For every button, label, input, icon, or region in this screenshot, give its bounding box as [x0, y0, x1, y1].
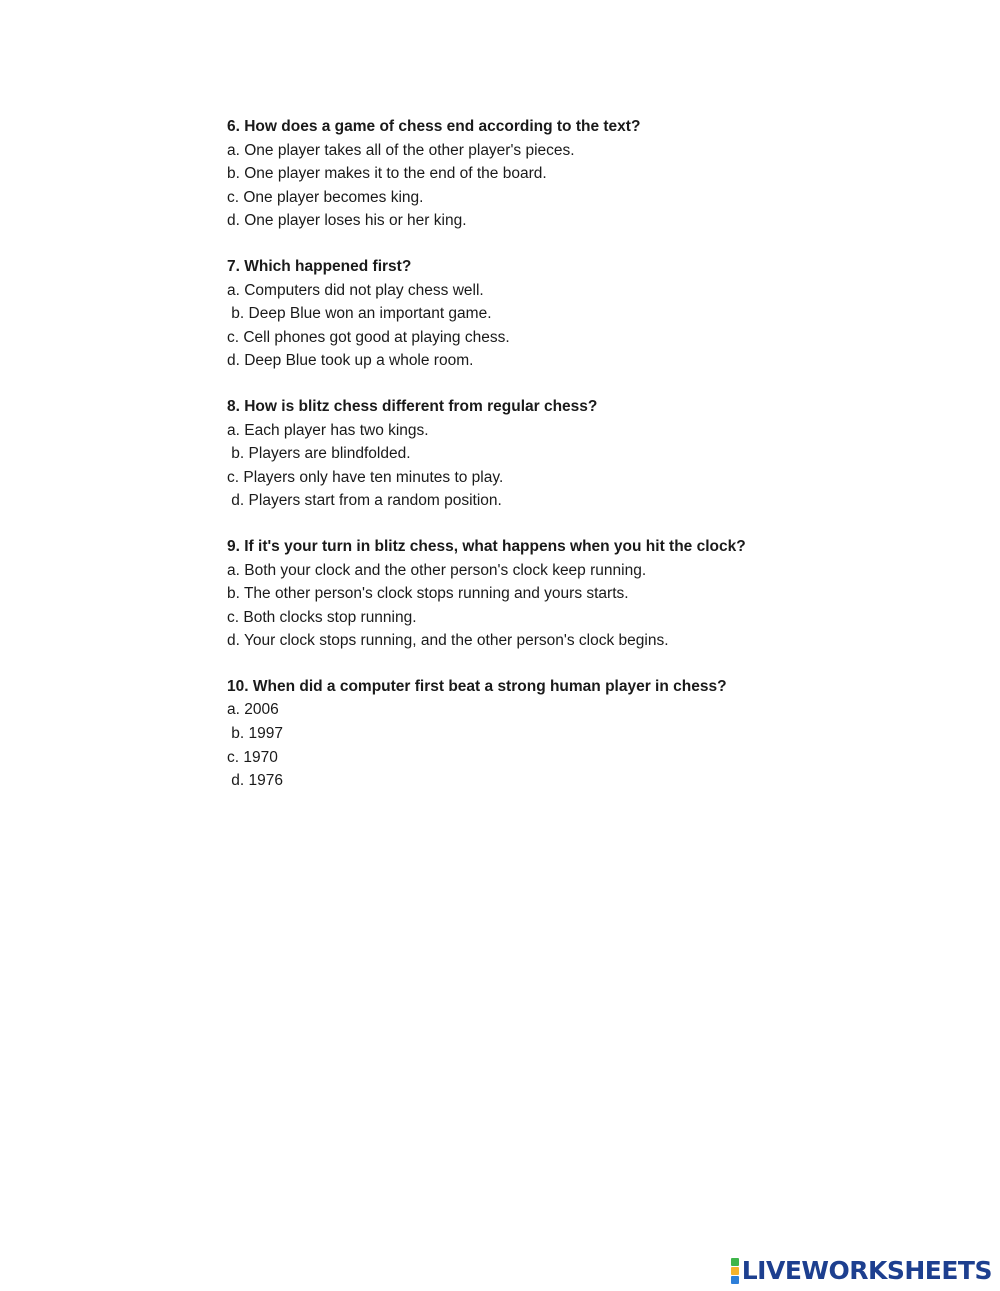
option-b: b. One player makes it to the end of the board.	[227, 165, 547, 183]
question-title: 6. How does a game of chess end according to the text?	[227, 118, 641, 135]
option-d: d. 1976	[227, 772, 284, 790]
option-c: c. One player becomes king.	[227, 188, 424, 206]
logo-block-yellow	[731, 1267, 739, 1275]
option-d: d. Players start from a random position.	[227, 492, 502, 510]
option-b: b. Players are blindfolded.	[227, 445, 411, 463]
question-title: 10. When did a computer first beat a strong human player in chess?	[227, 677, 727, 695]
question-9	[227, 535, 927, 653]
option-a: a. Both your clock and the other person's clock keep running.	[227, 561, 647, 579]
option-c: c. 1970	[227, 748, 278, 766]
question-10	[227, 675, 927, 793]
option-c: c. Players only have ten minutes to play.	[227, 468, 504, 486]
logo-block-blue	[731, 1276, 739, 1284]
logo-block-green	[731, 1258, 739, 1266]
question-title: 9. If it's your turn in blitz chess, what happens when you hit the clock?	[227, 537, 746, 555]
option-c: c. Both clocks stop running.	[227, 608, 417, 626]
option-d: d. Your clock stops running, and the other person's clock begins.	[227, 632, 669, 650]
question-7	[227, 255, 927, 373]
question-8	[227, 395, 927, 513]
option-a: a. Computers did not play chess well.	[227, 281, 484, 299]
option-b: b. The other person's clock stops running and yours starts.	[227, 585, 629, 603]
option-d: d. Deep Blue took up a whole room.	[227, 352, 474, 370]
option-b: b. Deep Blue won an important game.	[227, 305, 492, 323]
option-a: a. Each player has two kings.	[227, 421, 429, 439]
question-title: 8. How is blitz chess different from regular chess?	[227, 397, 598, 415]
liveworksheets-logo-icon	[731, 1258, 739, 1284]
question-title: 7. Which happened first?	[227, 257, 412, 275]
option-d: d. One player loses his or her king.	[227, 212, 467, 230]
option-a: a. 2006	[227, 701, 279, 719]
liveworksheets-brand	[731, 1256, 992, 1286]
question-6	[227, 115, 927, 233]
brand-wordmark: LIVEWORKSHEETS	[741, 1256, 992, 1285]
worksheet	[227, 115, 927, 815]
option-b: b. 1997	[227, 725, 284, 743]
option-c: c. Cell phones got good at playing chess.	[227, 328, 510, 346]
option-a: a. One player takes all of the other player's pieces.	[227, 141, 575, 159]
